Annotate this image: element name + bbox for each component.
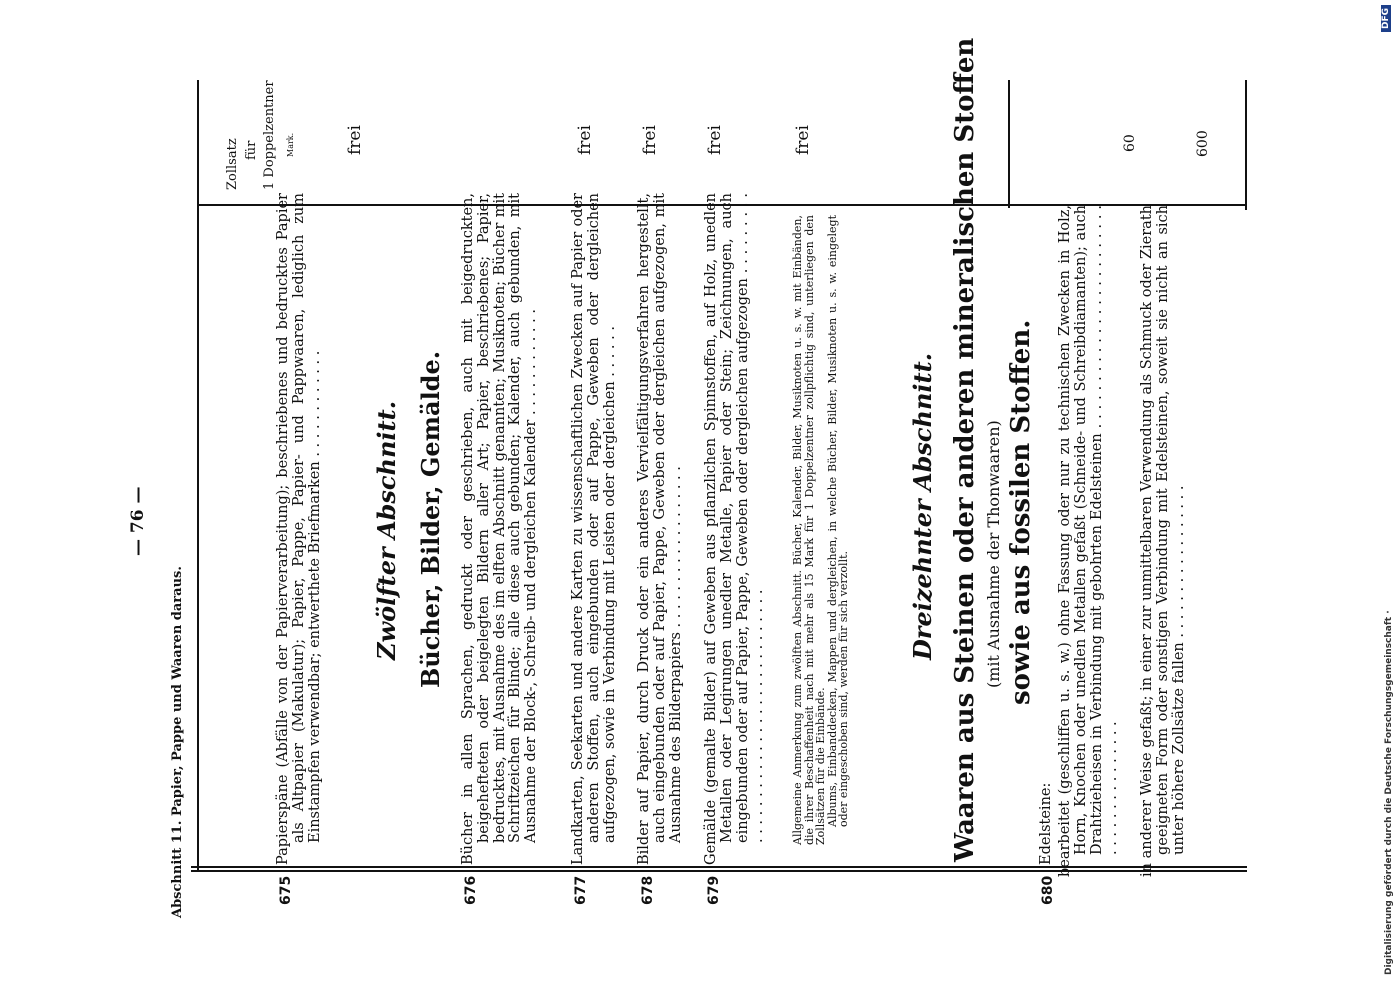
entry-rate-675: frei <box>345 125 365 155</box>
dfg-logo: DFG <box>1381 5 1391 32</box>
entry-text-676: Bücher in allen Sprachen, gedruckt oder geschrieben, auch mit beigedruckten, beigehefteten oder beigelegten Bildern aller Art; Papier, beschriebenes; Papier, bedrucktes, mit Ausnahme des im elften Abschnitt genannten; Musiknoten; Bücher mit Schriftzeichen für Blinde; alle diese auch gebunden; Kalender, auch gebunden, mit Ausnahme der Block-, Schreib- und dergleichen Kalender . . . . . . . . . . . . <box>460 193 540 865</box>
section12-title: Zwölfter Abschnitt. <box>372 400 401 660</box>
section12-subtitle: Bücher, Bilder, Gemälde. <box>416 350 445 688</box>
column-header-line2: für <box>244 140 259 160</box>
entry-rate-678: frei <box>705 125 725 155</box>
section13-title: Dreizehnter Abschnitt. <box>908 352 937 660</box>
entry-rate-677: frei <box>640 125 660 155</box>
column-header-line1: Zollsatz <box>225 138 240 190</box>
column-header-rule <box>1008 80 1010 208</box>
entry-text-675: Papierspäne (Abfälle von der Papierverarbeitung); beschriebenes und bedrucktes Papier als Altpapier (Makulatur); Papier, Pappe, Papier- und Pappwaaren, lediglich zum Einstampfen verwendbar; entwerthete Briefmarken . . . . . . . . . . . . <box>275 193 323 865</box>
entry-text-679: Gemälde (gemalte Bilder) auf Geweben aus pflanzlichen Spinnstoffen, auf Holz, unedlen Metallen oder Legirungen unedler Metalle, Papier oder Stein; Zeichnungen, auch eingebunden oder auf Papier, Pappe, Geweben oder dergleichen aufgezogen . . . . . . . . . . . . . . . . . . . . . . . . . . . . . . . . . . . . . <box>703 193 767 865</box>
entry-number-676: 676 <box>463 875 479 905</box>
general-note: Allgemeine Anmerkung zum zwölften Abschnitt. Bücher, Kalender, Bilder, Musiknoten u. s. w. mit Einbänden, die ihrer Beschaffenheit nach mit mehr als 15 Mark für 1 Doppelzentner zollpflichtig sind, unterliegen den Zollsätzen für die Einbände. Albums, Einbanddecken, Mappen und dergleichen, in welche Bücher, Bilder, Musiknoten u. s. w. eingelegt oder eingeschoben sind, werden für sich verzollt. <box>791 215 851 845</box>
entry-text-680b: in anderer Weise gefaßt; in einer zur unmittelbaren Verwendung als Schmuck oder Zierath geeigneten Form oder sonstigen Verbindung mit Edelsteinen, soweit sie nicht an sich unter höhere Zollsätze fallen . . . . . . . . . . . . . . . . . <box>1139 205 1187 877</box>
section13-subtitle2: sowie aus fossilen Stoffen. <box>1006 319 1036 705</box>
page-number: — 76 — <box>128 486 148 556</box>
entry-text-678: Bilder auf Papier, durch Druck oder ein anderes Vervielfältigungsverfahren hergestellt, auch eingebunden oder auf Papier, Pappe, Geweben oder dergleichen aufgezogen, mit Ausnahme des Bilderpapiers . . . . . . . . . . . . . . . . . . <box>636 193 684 865</box>
entry-number-677: 677 <box>573 875 589 905</box>
digitization-credit: Digitalisierung gefördert durch die Deutsche Forschungsgemeinschaft · <box>1384 610 1394 975</box>
entry-rate-680a: 60 <box>1122 134 1138 152</box>
entry-number-675: 675 <box>278 875 294 905</box>
entry-rate-680b: 600 <box>1195 130 1211 157</box>
section13-subtitle: Waaren aus Steinen oder anderen mineralischen Stoffen <box>950 37 980 862</box>
left-rule-thick <box>191 870 1247 872</box>
entry-text-677: Landkarten, Seekarten und andere Karten zu wissenschaftlichen Zwecken auf Papier oder anderen Stoffen, auch eingebunden oder auf Pappe, Geweben oder dergleichen aufgezogen, sowie in Verbindung mit Leisten oder dergleichen . . . . . . <box>570 193 618 865</box>
section13-paren: (mit Ausnahme der Thonwaaren) <box>984 420 1003 688</box>
entry-number-680: 680 <box>1040 875 1056 905</box>
entry-number-679: 679 <box>706 875 722 905</box>
entry-rate-679: frei <box>793 125 813 155</box>
column-header-line4: Mark. <box>286 132 295 157</box>
top-rule <box>197 80 199 870</box>
header-bottom-rule <box>1245 80 1247 210</box>
running-title: Abschnitt 11. Papier, Pappe und Waaren daraus. <box>170 566 185 918</box>
column-header-line3: 1 Doppelzentner <box>262 80 277 190</box>
entry-text-680a: bearbeitet (geschliffen u. s. w.) ohne Fassung oder nur zu technischen Zwecken in Holz, Horn, Knochen oder unedlen Metallen gefaßt (Schneide- und Schreibdiamanten); auch Drahtzieheisen in Verbindung mit gebohrten Edelsteinen . . . . . . . . . . . . . . . . . . . . . . . . . . . . . . . . . . . . . . . <box>1057 205 1121 877</box>
entry-number-678: 678 <box>640 875 656 905</box>
entry-head-680: Edelsteine: <box>1038 782 1054 865</box>
entry-rate-676: frei <box>575 125 595 155</box>
left-rule <box>191 866 1247 868</box>
